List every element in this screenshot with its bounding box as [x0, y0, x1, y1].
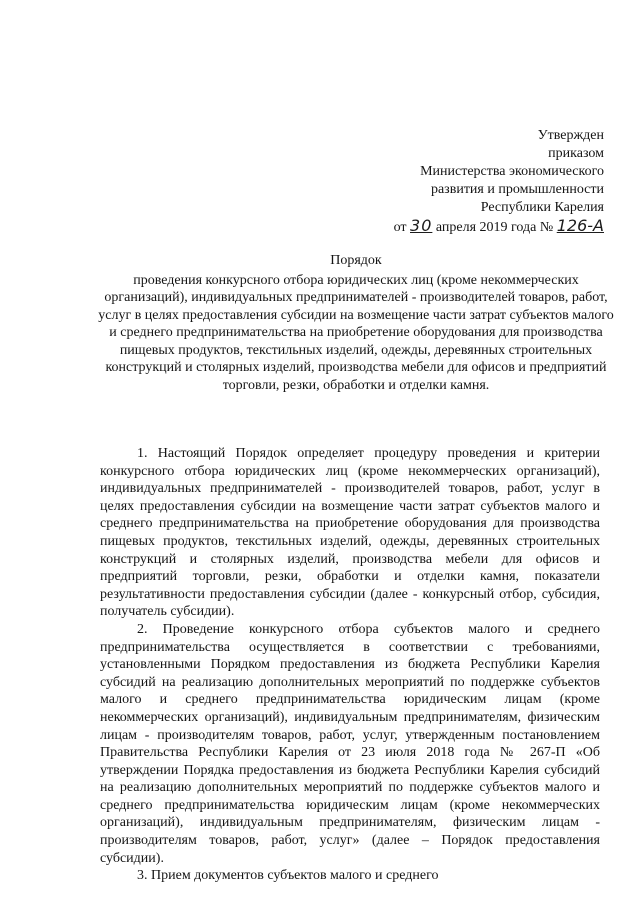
approval-stamp-block: [394, 127, 604, 237]
paragraph-1: 1. Настоящий Порядок определяет процедуру проведения и критерии конкурсного отбора юридических лиц (кроме некоммерческих организаций), индивидуальных предпринимателей - производителей товаров, работ, услуг в целях предоставления субсидии на возмещение части затрат субъектов малого и среднего предпринимательства на приобретение оборудования для производства пищевых продуктов, текстильных изделий, одежды, деревянных строительных конструкций и столярных изделий, производства мебели для офисов и предприятий торговли, резки, обработки и отделки камня, показатели результативности предоставления субсидии (далее - конкурсный отбор, субсидия, получатель субсидии).: [100, 446, 600, 620]
document-body: [100, 445, 600, 885]
paragraph-2: 2. Проведение конкурсного отбора субъектов малого и среднего предпринимательства осуществляется в соответствии с требованиями, установленными Порядком предоставления из бюджета Республики Карелия субсидий на реализацию дополнительных мероприятий по поддержке субъектов малого и среднего предпринимательства юридическим лицам (кроме некоммерческих организаций), индивидуальным предпринимателям, физическим лицам - производителям товаров, работ, услуг, утвержденным постановлением Правительства Республики Карелия от 23 июля 2018 года № 267-П «Об утверждении Порядка предоставления из бюджета Республики Карелия субсидий на реализацию дополнительных мероприятий по поддержке субъектов малого и среднего предпринимательства юридическим лицам (кроме некоммерческих организаций), индивидуальным предпринимателям, физическим лицам - производителям товаров, работ, услуг» (далее – Порядок предоставления субсидии).: [100, 621, 600, 866]
handwritten-order-number: 126-А: [556, 216, 604, 235]
document-title: Порядок: [330, 253, 382, 268]
approval-line-order: приказом: [548, 146, 604, 161]
document-subtitle: проведения конкурсного отбора юридических лиц (кроме некоммерческих организаций), индивидуальных предпринимателей - производителей товаров, работ, услуг в целях предоставления субсидии на возмещение части затрат субъектов малого и среднего предпринимательства на приобретение оборудования для производства пищевых продуктов, текстильных изделий, одежды, деревянных строительных конструкций и столярных изделий, производства мебели для офисов и предприятий торговли, резки, обработки и отделки камня.: [98, 272, 614, 393]
date-prefix: от: [393, 220, 407, 235]
approval-date-line: [394, 217, 604, 237]
approval-line-approved: Утвержден: [537, 128, 604, 143]
approval-line-republic: Республики Карелия: [480, 200, 604, 215]
approval-line-ministry-cont: развития и промышленности: [430, 182, 604, 197]
handwritten-day: 30: [410, 216, 433, 235]
document-title-block: [96, 252, 616, 394]
paragraph-3: 3. Прием документов субъектов малого и среднего: [137, 868, 439, 884]
date-rest: апреля 2019 года №: [435, 220, 554, 235]
approval-line-ministry: Министерства экономического: [420, 164, 604, 179]
